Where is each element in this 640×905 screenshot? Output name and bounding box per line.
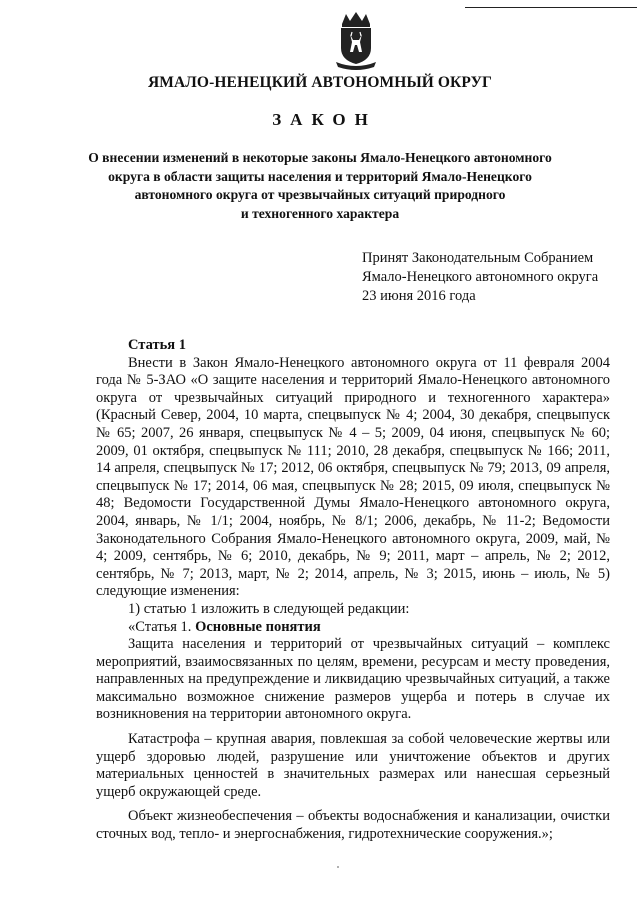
adoption-block — [362, 249, 598, 306]
region-name: ЯМАЛО-НЕНЕЦКИЙ АВТОНОМНЫЙ ОКРУГ — [147, 74, 493, 91]
definition-catastrophe: Катастрофа – крупная авария, повлекшая за собой человеческие жертвы или ущерб здоровью людей, разрушение или уничтожение объектов и других материальных ценностей в значительных размерах или нанесшая серьезный ущерб окружающей среде. — [96, 731, 610, 800]
definition-life-support-object: Объект жизнеобеспечения – объекты водоснабжения и канализации, очистки сточных вод, тепло- и энергоснабжения, гидротехнические сооружения.»; — [96, 808, 610, 843]
coat-of-arms-icon — [334, 10, 378, 70]
scan-speck — [337, 866, 339, 868]
document-type: ЗАКОН — [272, 110, 377, 129]
quote-title: Основные понятия — [195, 618, 321, 635]
adoption-line: Принят Законодательным Собранием — [362, 250, 594, 266]
adoption-line: Ямало-Ненецкого автономного округа — [362, 269, 599, 285]
subject-line: округа в области защиты населения и территорий Ямало-Ненецкого — [108, 168, 532, 184]
amendment-item: 1) статью 1 изложить в следующей редакции: — [128, 600, 410, 617]
article-title: Статья 1 — [128, 337, 186, 353]
quoted-article-heading — [96, 619, 610, 637]
law-subject — [80, 149, 560, 223]
top-rule — [465, 7, 637, 8]
adoption-date: 23 июня 2016 года — [362, 288, 476, 304]
article-body — [96, 337, 610, 844]
subject-line: и техногенного характера — [240, 205, 400, 221]
subject-line: автономного округа от чрезвычайных ситуаций природного — [134, 187, 506, 202]
definition-protection: Защита населения и территорий от чрезвычайных ситуаций – комплекс мероприятий, взаимосвязанных по целям, времени, ресурсам и месту проведения, направленных на предупреждение и ликвидацию чрезвычайных ситуаций, а также максимально возможное снижение размеров ущерба и потерь в случае их возникновения на территории автономного округа. — [96, 636, 610, 723]
article-intro: Внести в Закон Ямало-Ненецкого автономного округа от 11 февраля 2004 года № 5-ЗАО «О защите населения и территорий Ямало-Ненецкого автономного округа от чрезвычайных ситуаций природного и техногенного характера» (Красный Север, 2004, 10 марта, спецвыпуск № 4; 2004, 30 декабря, спецвыпуск № 65; 2007, 26 января, спецвыпуск № 4 – 5; 2009, 04 июня, спецвыпуск № 60; 2009, 01 октября, спецвыпуск № 111; 2010, 28 декабря, спецвыпуск № 166; 2011, 14 апреля, спецвыпуск № 17; 2012, 06 октября, спецвыпуск № 79; 2013, 09 апреля, спецвыпуск № 17; 2014, 06 мая, спецвыпуск № 28; 2015, 09 июля, спецвыпуск № 48; Ведомости Государственной Думы Ямало-Ненецкого автономного округа, 2004, январь, № 1/1; 2004, ноябрь, № 8/1; 2006, декабрь, № 11-2; Ведомости Законодательного Собрания Ямало-Ненецкого автономного округа, 2009, май, № 4; 2009, сентябрь, № 6; 2010, декабрь, № 9; 2011, март – апрель, № 2; 2012, сентябрь, № 7; 2013, март, № 2; 2014, апрель, № 3; 2015, июнь – июль, № 5) следующие изменения: — [96, 354, 610, 600]
quote-prefix: «Статья 1. — [128, 618, 192, 635]
subject-line: О внесении изменений в некоторые законы Ямало-Ненецкого автономного — [88, 150, 552, 165]
